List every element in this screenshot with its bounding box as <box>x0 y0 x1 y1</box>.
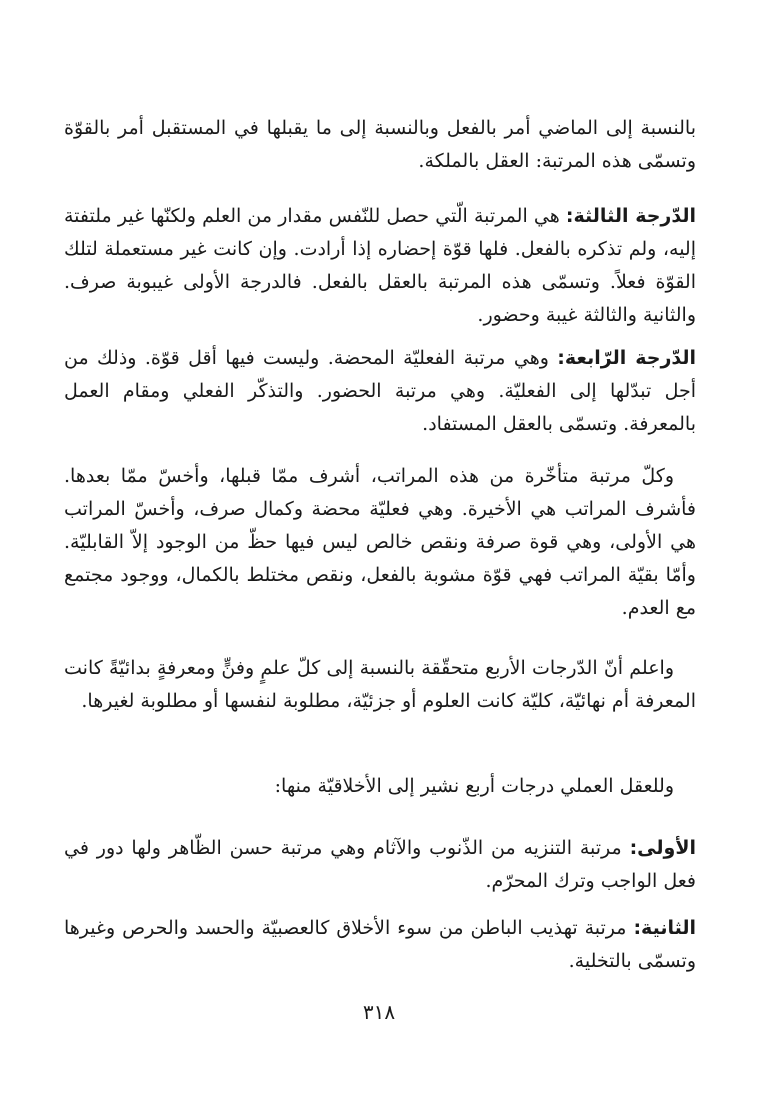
paragraph-text: بالنسبة إلى الماضي أمر بالفعل وبالنسبة إلى ما يقبلها في المستقبل أمر بالقوّة وتسمّى هذه المرتبة: العقل بالملكة. <box>64 117 696 172</box>
paragraph-text: وللعقل العملي درجات أربع نشير إلى الأخلاقيّة منها: <box>274 775 674 797</box>
page-number: ٣١٨ <box>362 1000 396 1024</box>
paragraph-text: وهي مرتبة الفعليّة المحضة. وليست فيها أقل قوّة. وذلك من أجل تبدّلها إلى الفعليّة. وهي مرتبة الحضور. والتذكّر الفعلي ومقام العمل بالمعرفة. وتسمّى بالعقل المستفاد. <box>64 347 696 435</box>
section-heading: الدّرجة الرّابعة: <box>557 347 696 369</box>
paragraph-practical-intellect <box>64 770 696 803</box>
paragraph-first-rank <box>64 832 696 898</box>
paragraph-text: مرتبة تهذيب الباطن من سوء الأخلاق كالعصبيّة والحسد والحرص وغيرها وتسمّى بالتخلية. <box>64 917 696 972</box>
paragraph-text: وكلّ مرتبة متأخّرة من هذه المراتب، أشرف ممّا قبلها، وأخسّ ممّا بعدها. فأشرف المراتب هي الأخيرة. وهي فعليّة محضة وكمال صرف، وأخسّ المراتب هي الأولى، وهي قوة صرفة ونقص خالص ليس فيها حظّ من الوجود إلاّ القابليّة. وأمّا بقيّة المراتب فهي قوّة مشوبة بالفعل، ونقص مختلط بالكمال، ووجود مجتمع مع العدم. <box>64 465 696 619</box>
section-heading: الثانية: <box>633 917 697 939</box>
paragraph-third-degree <box>64 200 696 332</box>
paragraph-fourth-degree <box>64 342 696 441</box>
paragraph-four-degrees <box>64 652 696 718</box>
paragraph-text: واعلم أنّ الدّرجات الأربع متحقّقة بالنسبة إلى كلّ علمٍ وفنٍّ ومعرفةٍ بدائيّةً كانت المعرفة أم نهائيّة، كليّة كانت العلوم أو جزئيّة، مطلوبة لنفسها أو مطلوبة لغيرها. <box>64 657 696 712</box>
paragraph-text: هي المرتبة الّتي حصل للنّفس مقدار من العلم ولكنّها غير ملتفتة إليه، ولم تذكره بالفعل. فلها قوّة إحضاره إذا أرادت. وإن كانت غير مستعملة لتلك القوّة فعلاً. وتسمّى هذه المرتبة بالعقل بالفعل. فالدرجة الأولى غيبوبة صرف. والثانية والثالثة غيبة وحضور. <box>64 205 696 326</box>
paragraph-intro <box>64 112 696 178</box>
section-heading: الأولى: <box>629 837 696 859</box>
section-heading: الدّرجة الثالثة: <box>565 205 696 227</box>
paragraph-second-rank <box>64 912 696 978</box>
paragraph-text: مرتبة التنزيه من الذّنوب والآثام وهي مرتبة حسن الظّاهر ولها دور في فعل الواجب وترك المحرّم. <box>64 837 696 892</box>
paragraph-ranks <box>64 460 696 625</box>
